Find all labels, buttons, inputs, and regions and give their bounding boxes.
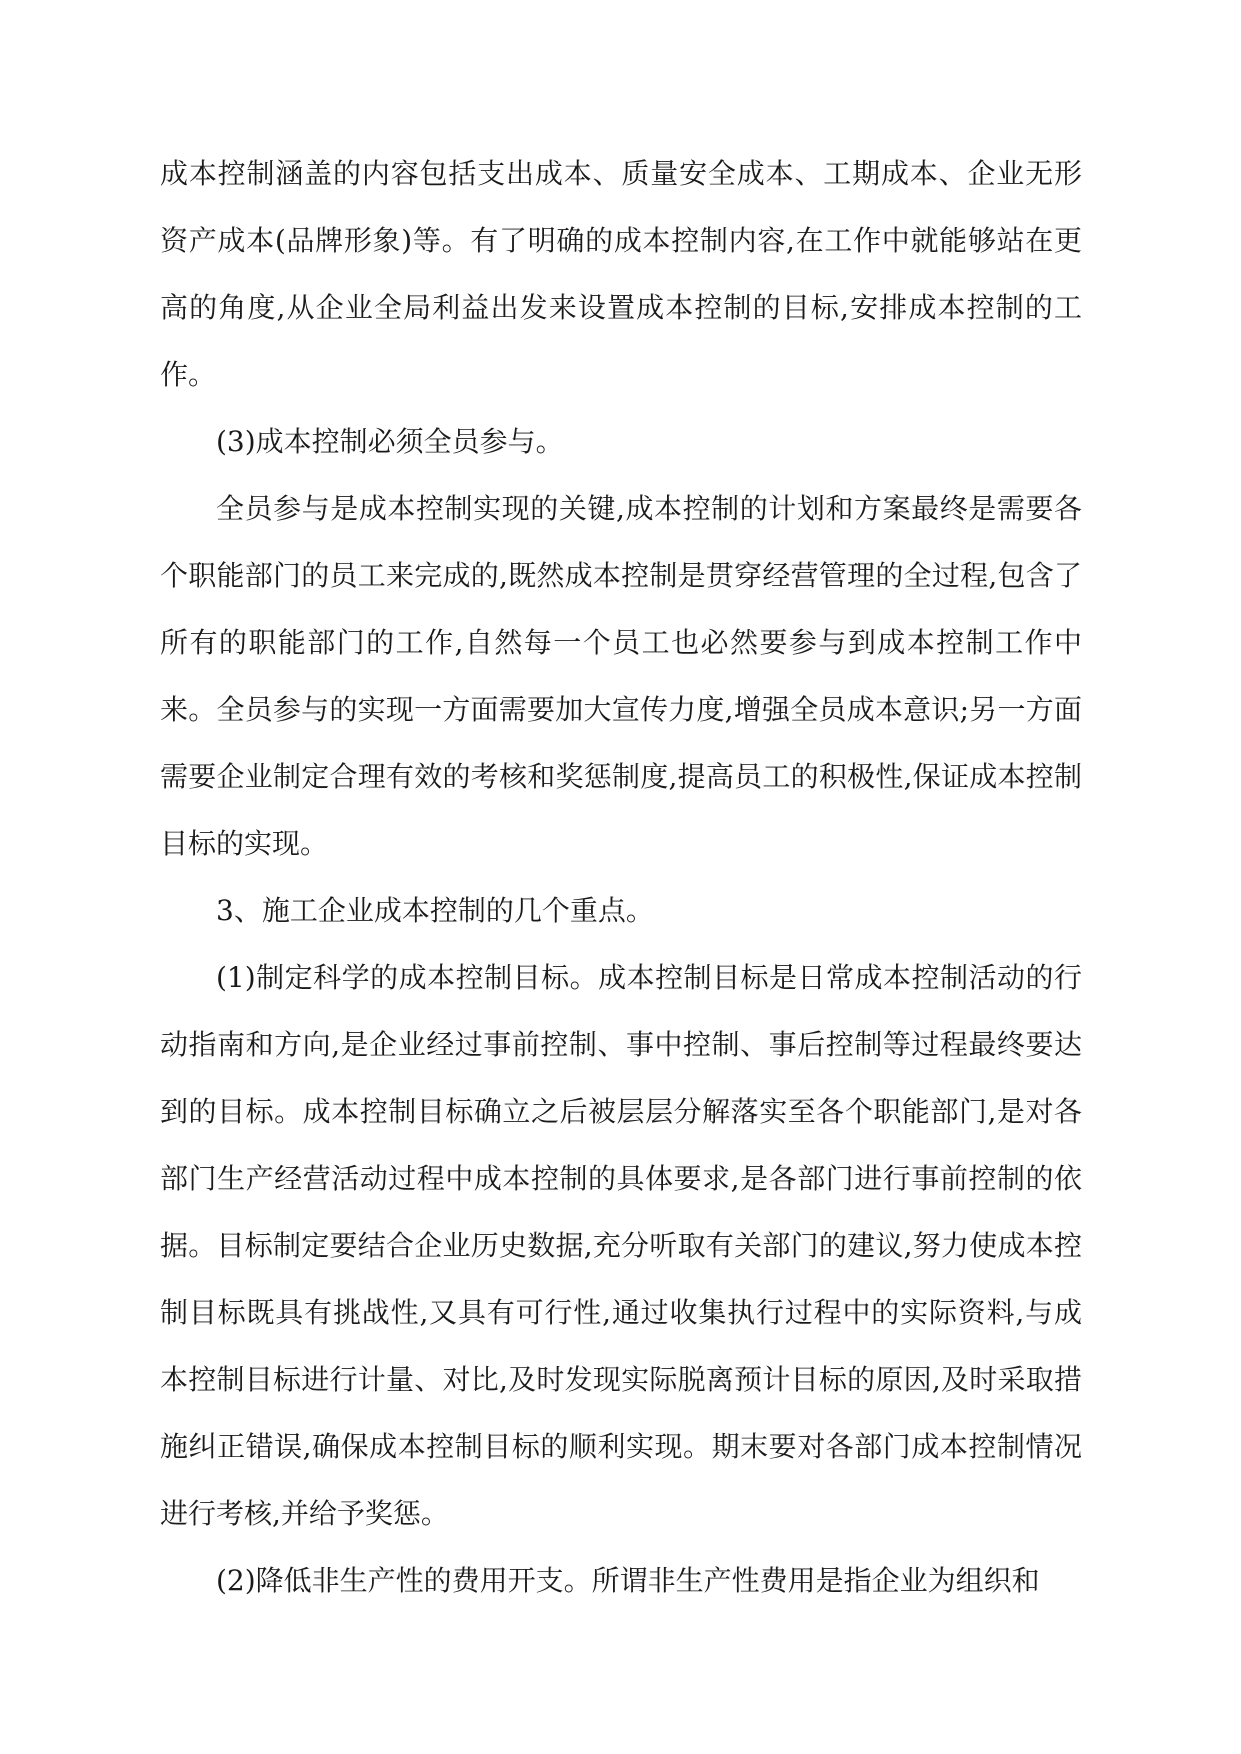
paragraph-cost-target: (1)制定科学的成本控制目标。成本控制目标是日常成本控制活动的行动指南和方向,是企业经过事前控制、事中控制、事后控制等过程最终要达到的目标。成本控制目标确立之后被层层分解落实至各个职能部门,是对各部门生产经营活动过程中成本控制的具体要求,是各部门进行事前控制的依据。目标制定要结合企业历史数据,充分听取有关部门的建议,努力使成本控制目标既具有挑战性,又具有可行性,通过收集执行过程中的实际资料,与成本控制目标进行计量、对比,及时发现实际脱离预计目标的原因,及时采取措施纠正错误,确保成本控制目标的顺利实现。期末要对各部门成本控制情况进行考核,并给予奖惩。 <box>160 961 1082 1530</box>
paragraph-full-participation: 全员参与是成本控制实现的关键,成本控制的计划和方案最终是需要各个职能部门的员工来完成的,既然成本控制是贯穿经营管理的全过程,包含了所有的职能部门的工作,自然每一个员工也必然要参与到成本控制工作中来。全员参与的实现一方面需要加大宣传力度,增强全员成本意识;另一方面需要企业制定合理有效的考核和奖惩制度,提高员工的积极性,保证成本控制目标的实现。 <box>160 492 1082 860</box>
section-heading-key-points: 3、施工企业成本控制的几个重点。 <box>216 894 654 927</box>
heading-full-participation: (3)成本控制必须全员参与。 <box>216 425 564 458</box>
document-page <box>160 140 1082 1614</box>
paragraph-non-production-expense: (2)降低非生产性的费用开支。所谓非生产性费用是指企业为组织和 <box>216 1564 1040 1597</box>
paragraph-cost-scope: 成本控制涵盖的内容包括支出成本、质量安全成本、工期成本、企业无形资产成本(品牌形象)等。有了明确的成本控制内容,在工作中就能够站在更高的角度,从企业全局利益出发来设置成本控制的目标,安排成本控制的工作。 <box>160 157 1082 391</box>
